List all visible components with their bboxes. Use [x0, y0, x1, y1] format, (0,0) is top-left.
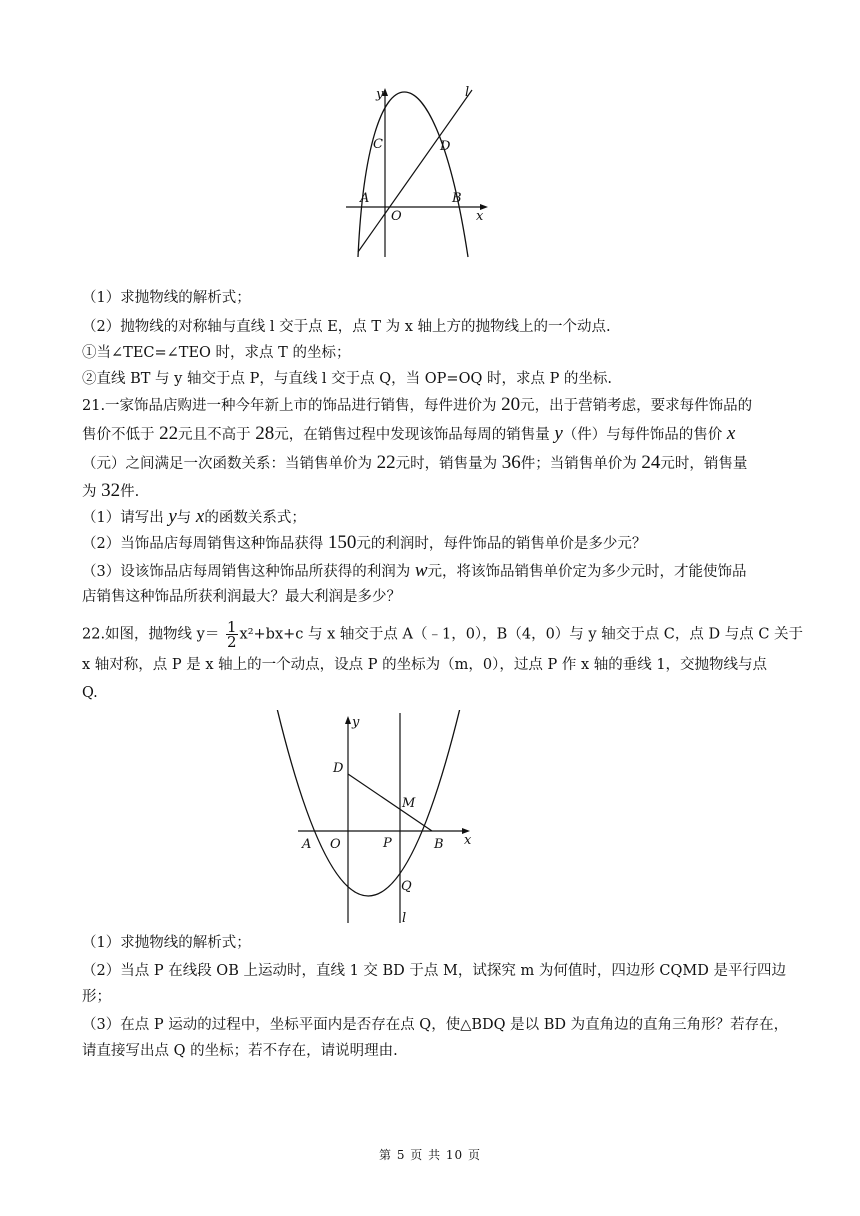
fig1-label-a: A — [360, 191, 370, 206]
q21-line1: 21.一家饰品店购进一种今年新上市的饰品进行销售，每件进价为 20元，出于营销考虑，要求每件饰品的 — [82, 394, 753, 415]
q22-part1: （1）求抛物线的解析式； — [82, 935, 251, 951]
fig2-label-p: P — [383, 836, 392, 851]
q21-line2: 售价不低于 22元且不高于 28元，在销售过程中发现该饰品每周的销售量 y（件）与每件饰品的售价 x — [82, 423, 736, 444]
fig2-label-y: y — [352, 715, 360, 730]
q20-part1: （1）求抛物线的解析式； — [82, 290, 251, 306]
q20-part2: （2）抛物线的对称轴与直线 l 交于点 E，点 T 为 x 轴上方的抛物线上的一个动点. — [82, 319, 611, 335]
q21-line4: 为 32件. — [82, 480, 140, 501]
q21-part1: （1）请写出 y与 x的函数关系式； — [82, 506, 306, 527]
fig2-label-x: x — [464, 833, 472, 848]
q22-part2-cont: 形； — [82, 989, 111, 1005]
q22-line2: x 轴对称，点 P 是 x 轴上的一个动点，设点 P 的坐标为（m，0），过点 P 作 x 轴的垂线 1，交抛物线与点 — [82, 657, 768, 673]
fig1-label-l: l — [465, 85, 470, 100]
fig1-label-x: x — [476, 209, 484, 224]
q22-part2: （2）当点 P 在线段 OB 上运动时，直线 1 交 BD 于点 M，试探究 m 为何值时，四边形 CQMD 是平行四边 — [82, 963, 786, 979]
fig2-label-m: M — [402, 796, 416, 811]
q22-line3: Q. — [82, 685, 98, 701]
fraction-half: $\frac{1}{2}$ — [226, 618, 237, 651]
q21-part3: （3）设该饰品店每周销售这种饰品所获得的利润为 w元，将该饰品销售单价定为多少元时，才能使饰品 — [82, 560, 747, 581]
q22-line1: 22.如图，抛物线 y＝ $\frac{1}{2}$ x²+bx+c 与 x 轴交于点 A（﹣1，0），B（4，0）与 y 轴交于点 C，点 D 与点 C 关于 — [82, 618, 804, 651]
fig1-label-o: O — [391, 209, 402, 224]
q20-part2-sub2: ②直线 BT 与 y 轴交于点 P，与直线 l 交于点 Q，当 OP=OQ 时，求点 P 的坐标. — [82, 371, 613, 387]
fig2-label-o: O — [330, 837, 341, 852]
q20-part2-sub1: ①当∠TEC=∠TEO 时，求点 T 的坐标； — [82, 345, 351, 361]
figure-parabola-line — [340, 82, 500, 262]
fig2-label-q: Q — [401, 879, 412, 894]
figure-parabola-bd — [270, 710, 485, 926]
q21-part2: （2）当饰品店每周销售这种饰品获得 150元的利润时，每件饰品的销售单价是多少元？ — [82, 532, 647, 553]
fig2-label-b: B — [434, 837, 444, 852]
fig1-label-b: B — [452, 191, 462, 206]
q21-line3: （元）之间满足一次函数关系：当销售单价为 22元时，销售量为 36件；当销售单价为 24元时，销售量 — [82, 452, 748, 473]
fig1-label-y: y — [376, 87, 384, 102]
q22-part3-cont: 请直接写出点 Q 的坐标；若不存在，请说明理由. — [82, 1043, 398, 1059]
fig1-label-d: D — [440, 139, 451, 154]
q21-part3-cont: 店销售这种饰品所获利润最大？最大利润是多少？ — [82, 589, 401, 605]
fig2-label-d: D — [333, 761, 344, 776]
fig2-label-l: l — [402, 911, 407, 926]
q22-part3: （3）在点 P 运动的过程中，坐标平面内是否存在点 Q，使△BDQ 是以 BD 为直角边的直角三角形？若存在， — [82, 1017, 789, 1033]
fig1-label-c: C — [373, 137, 383, 152]
fig2-label-a: A — [302, 837, 312, 852]
page-footer: 第 5 页 共 10 页 — [379, 1148, 481, 1162]
